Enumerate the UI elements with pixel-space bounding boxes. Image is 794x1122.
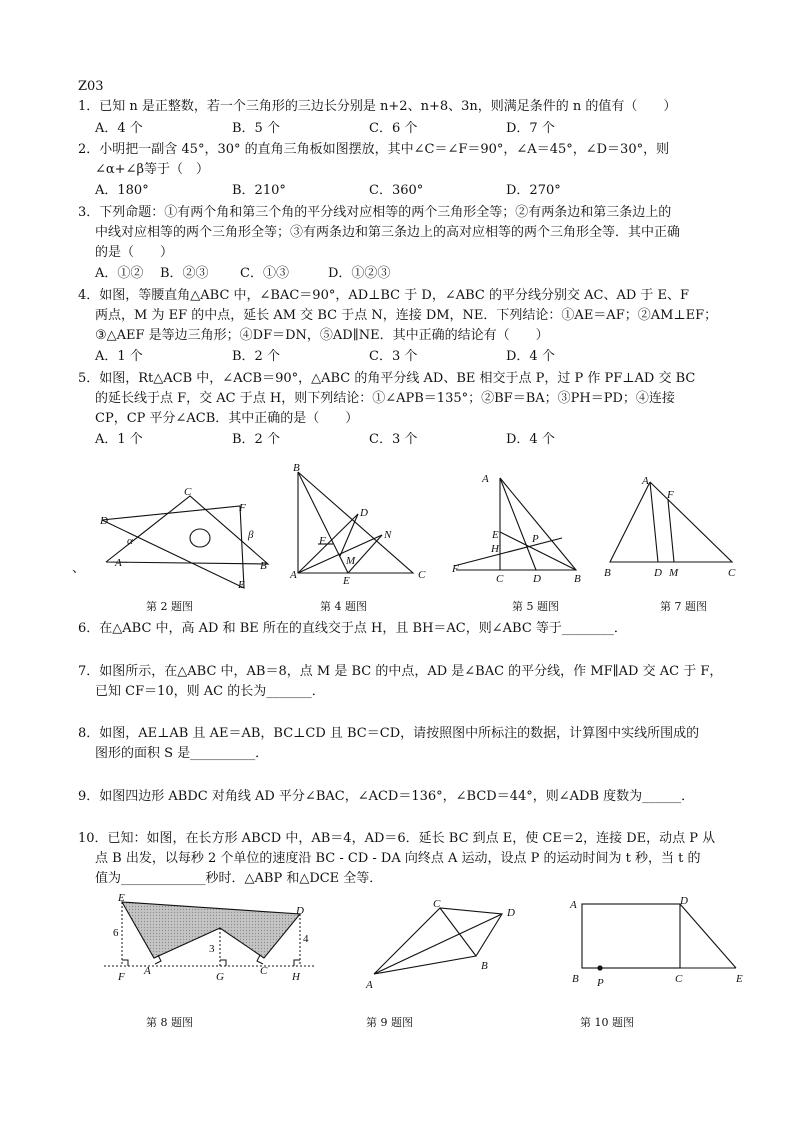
q5-option-d: D．4 个 — [506, 432, 555, 447]
label-b: B — [572, 973, 579, 985]
label-b: B — [604, 567, 611, 579]
q1-option-a: A．4 个 — [95, 121, 143, 136]
doc-code: Z03 — [78, 79, 104, 94]
q4-option-b: B．2 个 — [232, 349, 280, 364]
q2-option-c: C．360° — [369, 183, 424, 198]
caption-fig-5: 第 5 题图 — [512, 600, 559, 613]
q3-option-d: D．①②③ — [328, 266, 391, 281]
label-f: F — [319, 535, 326, 547]
q1-option-c: C．6 个 — [369, 121, 418, 136]
label-c: C — [728, 567, 736, 579]
q3-option-c: C．①③ — [240, 266, 289, 281]
label-beta: β — [248, 529, 254, 541]
label-b: B — [481, 960, 488, 972]
label-six: 6 — [113, 927, 119, 939]
figure-2 — [84, 480, 280, 592]
label-three: 3 — [209, 943, 215, 955]
question-5-line-2: 的延长线于点 F，交 AC 于点 H，则下列结论：①∠APB＝135°；②BF＝BA；③PH＝PD；④连接 — [95, 391, 675, 406]
caption-fig-4: 第 4 题图 — [320, 600, 367, 613]
label-d: D — [680, 895, 688, 907]
stray-mark: 、 — [72, 561, 86, 576]
label-c: C — [418, 569, 426, 581]
q4-option-c: C．3 个 — [369, 349, 418, 364]
question-10-line-2: 点 B 出发，以每秒 2 个单位的速度沿 BC - CD - DA 向终点 A 运动，设点 P 的运动时间为 t 秒，当 t 的 — [95, 851, 701, 866]
label-a: A — [482, 473, 489, 485]
label-g: G — [216, 971, 224, 983]
question-3-line-2: 中线对应相等的两个三角形全等；③有两条边和第三条边上的高对应相等的两个三角形全等．其中正确 — [95, 225, 681, 240]
label-e: E — [492, 529, 499, 541]
figure-8 — [104, 890, 320, 990]
question-1: 1．已知 n 是正整数，若一个三角形的三边长分别是 n+2、n+8、3n，则满足条件的 n 的值有（ ） — [78, 99, 677, 114]
question-10-line-3: 值为_____________秒时．△ABP 和△DCE 全等． — [95, 871, 383, 886]
question-4-line-3: ③△AEF 是等边三角形；④DF＝DN，⑤AD∥NE．其中正确的结论有（ ） — [95, 328, 549, 343]
q4-option-d: D．4 个 — [506, 349, 555, 364]
question-3-line-3: 的是（ ） — [95, 245, 174, 260]
label-f: F — [239, 502, 246, 514]
figure-5 — [446, 466, 590, 586]
label-p: P — [532, 533, 539, 545]
q2-option-a: A．180° — [95, 183, 149, 198]
label-h: H — [292, 971, 300, 983]
q2-option-d: D．270° — [506, 183, 561, 198]
label-c: C — [675, 973, 683, 985]
question-10-line-1: 10．已知：如图，在长方形 ABCD 中，AB＝4，AD＝6．延长 BC 到点 E，使 CE＝2，连接 DE，动点 P 从 — [78, 831, 716, 846]
question-7-line-1: 7．如图所示，在△ABC 中，AB＝8，点 M 是 BC 的中点，AD 是∠BAC 的平分线，作 MF∥AD 交 AC 于 F， — [78, 664, 723, 679]
label-c: C — [433, 898, 441, 910]
figure-9 — [360, 894, 522, 994]
label-a: A — [366, 979, 373, 991]
question-3-line-1: 3．下列命题：①有两个角和第三个角的平分线对应相等的两个三角形全等；②有两条边和第三条边上的 — [78, 205, 672, 220]
q3-option-a: A．①② — [95, 266, 144, 281]
label-d: D — [296, 905, 304, 917]
q5-option-a: A．1 个 — [95, 432, 143, 447]
label-m: M — [669, 567, 679, 579]
label-a: A — [144, 965, 151, 977]
q5-option-c: C．3 个 — [369, 432, 418, 447]
label-e: E — [118, 892, 125, 904]
label-a: A — [290, 569, 297, 581]
question-5-line-3: CP，CP 平分∠ACB．其中正确的是（ ） — [95, 411, 359, 426]
label-e: E — [238, 579, 245, 591]
label-p: P — [597, 977, 604, 989]
caption-fig-10: 第 10 题图 — [580, 1016, 634, 1029]
question-2-line-2: ∠α+∠β等于（ ） — [95, 162, 209, 177]
caption-fig-8: 第 8 题图 — [146, 1016, 193, 1029]
label-n: N — [384, 529, 392, 541]
question-2-line-1: 2．小明把一副含 45°，30° 的直角三角板如图摆放，其中∠C＝∠F＝90°，∠A＝45°，∠D＝30°，则 — [78, 142, 670, 157]
caption-fig-7: 第 7 题图 — [660, 600, 707, 613]
question-6: 6．在△ABC 中，高 AD 和 BE 所在的直线交于点 H，且 BH＝AC，则∠ABC 等于________． — [78, 621, 627, 636]
label-f: F — [118, 971, 125, 983]
question-5-line-1: 5．如图，Rt△ACB 中，∠ACB＝90°，△ABC 的角平分线 AD、BE 相交于点 P，过 P 作 PF⊥AD 交 BC — [78, 371, 696, 386]
label-d: D — [507, 907, 515, 919]
label-a: A — [642, 475, 649, 487]
label-e: E — [343, 575, 350, 586]
label-four: 4 — [303, 933, 309, 945]
caption-fig-2: 第 2 题图 — [146, 600, 193, 613]
label-d: D — [360, 507, 368, 519]
label-f: F — [452, 563, 459, 575]
figure-4 — [288, 460, 436, 586]
caption-fig-9: 第 9 题图 — [366, 1016, 413, 1029]
question-8-line-2: 图形的面积 S 是__________． — [95, 746, 269, 761]
question-8-line-1: 8．如图，AE⊥AB 且 AE＝AB，BC⊥CD 且 BC＝CD，请按照图中所标注的数据，计算图中实线所围成的 — [78, 726, 700, 741]
label-b: B — [260, 560, 267, 572]
q5-option-b: B．2 个 — [232, 432, 280, 447]
question-4-line-1: 4．如图，等腰直角△ABC 中，∠BAC＝90°，AD⊥BC 于 D，∠ABC 的平分线分别交 AC、AD 于 E、F — [78, 288, 690, 303]
label-a: A — [115, 557, 122, 569]
figure-10 — [566, 892, 756, 996]
q1-option-d: D．7 个 — [506, 121, 555, 136]
label-b: B — [574, 573, 581, 585]
q4-option-a: A．1 个 — [95, 349, 143, 364]
label-c: C — [184, 486, 192, 498]
question-7-line-2: 已知 CF＝10，则 AC 的长为_______． — [95, 684, 325, 699]
label-d: D — [533, 573, 541, 585]
label-d: D — [654, 567, 662, 579]
question-4-line-2: 两点，M 为 EF 的中点，延长 AM 交 BC 于点 N，连接 DM，NE．下列结论：①AE＝AF；②AM⊥EF； — [95, 308, 718, 323]
q1-option-b: B．5 个 — [232, 121, 280, 136]
question-9: 9．如图四边形 ABDC 对角线 AD 平分∠BAC，∠ACD＝136°，∠BCD＝44°，则∠ADB 度数为______． — [78, 789, 695, 804]
label-d: D — [100, 515, 108, 527]
label-h: H — [491, 543, 499, 555]
q2-option-b: B．210° — [232, 183, 286, 198]
label-c: C — [496, 573, 504, 585]
label-c: C — [260, 965, 268, 977]
q3-option-b: B．②③ — [160, 266, 209, 281]
label-alpha: α — [127, 535, 133, 547]
label-a: A — [570, 899, 577, 911]
figure-7 — [598, 470, 748, 586]
label-e: E — [736, 973, 743, 985]
label-b: B — [293, 462, 300, 474]
label-m: M — [346, 555, 356, 567]
label-f: F — [667, 489, 674, 501]
